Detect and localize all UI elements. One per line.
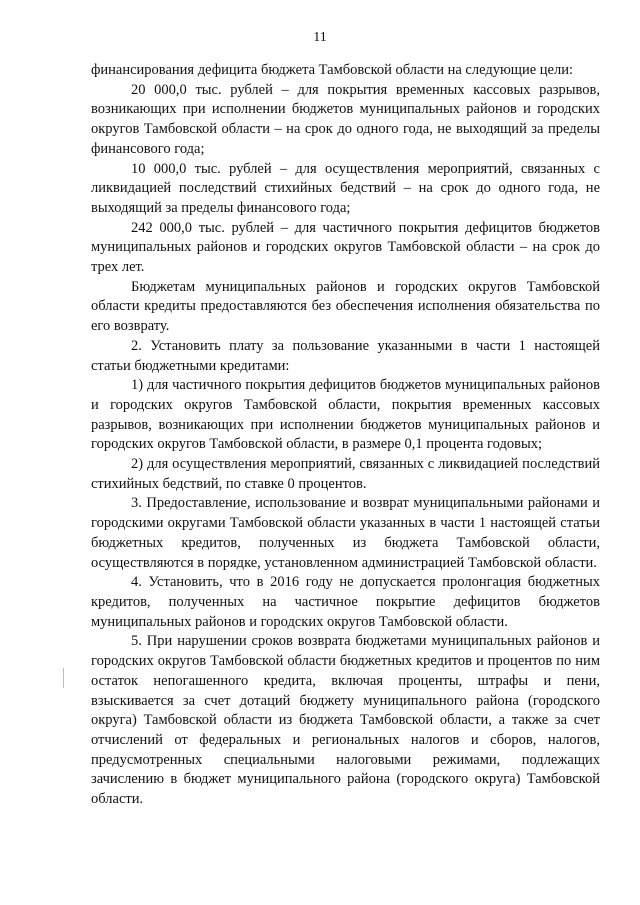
paragraph-deficit-coverage: 242 000,0 тыс. рублей – для частичного покрытия дефицитов бюджетов муниципальных районов и городских округов Тамбовской области – на срок до трех лет.	[91, 219, 600, 276]
paragraph-clause-3: 3. Предоставление, использование и возврат муниципальными районами и городскими округами Тамбовской области указанных в части 1 настоящей статьи бюджетных кредитов, полученных из бюджета Тамбовской области, осуществляются в порядке, установленном администрацией Тамбовской области.	[91, 495, 600, 571]
document-body	[91, 61, 600, 810]
paragraph-disaster-relief: 10 000,0 тыс. рублей – для осуществления мероприятий, связанных с ликвидацией последствий стихийных бедствий – на срок до одного года, не выходящий за пределы финансового года;	[91, 160, 600, 216]
page-number: 11	[313, 30, 327, 45]
paragraph-clause-4: 4. Установить, что в 2016 году не допускается пролонгация бюджетных кредитов, полученных на частичное покрытие дефицитов бюджетов муниципальных районов и городских округов Тамбовской области.	[91, 574, 600, 630]
paragraph-intro-continuation: финансирования дефицита бюджета Тамбовской области на следующие цели:	[91, 62, 574, 78]
paragraph-cash-gaps: 20 000,0 тыс. рублей – для покрытия временных кассовых разрывов, возникающих при исполнении бюджетов муниципальных районов и городских округов Тамбовской области – на срок до одного года, не выходящий за пределы финансового года;	[91, 81, 600, 157]
paragraph-clause-2-item-2: 2) для осуществления мероприятий, связанных с ликвидацией последствий стихийных бедствий, по ставке 0 процентов.	[91, 456, 600, 492]
paragraph-clause-2: 2. Установить плату за пользование указанными в части 1 настоящей статьи бюджетными кредитами:	[91, 337, 600, 374]
paragraph-no-collateral: Бюджетам муниципальных районов и городских округов Тамбовской области кредиты предоставляются без обеспечения исполнения обязательства по его возврату.	[91, 278, 600, 335]
paragraph-clause-2-item-1: 1) для частичного покрытия дефицитов бюджетов муниципальных районов и городских округов Тамбовской области, покрытия временных кассовых разрывов, возникающих при исполнении бюджетов муниципальных районов и городских округов Тамбовской области, в размере 0,1 процента годовых;	[91, 377, 600, 453]
paragraph-clause-5: 5. При нарушении сроков возврата бюджетами муниципальных районов и городских округов Тамбовской области бюджетных кредитов и процентов по ним остаток непогашенного кредита, включая проценты, штрафы и пени, взыскивается за счет дотаций бюджету муниципального района (городского округа) Тамбовской области из бюджета Тамбовской области, а также за счет отчислений от федеральных и региональных налогов и сборов, налогов, предусмотренных специальными налоговыми режимами, подлежащих зачислению в бюджет муниципального района (городского округа) Тамбовской области.	[91, 633, 600, 808]
scan-margin-mark	[63, 668, 64, 688]
